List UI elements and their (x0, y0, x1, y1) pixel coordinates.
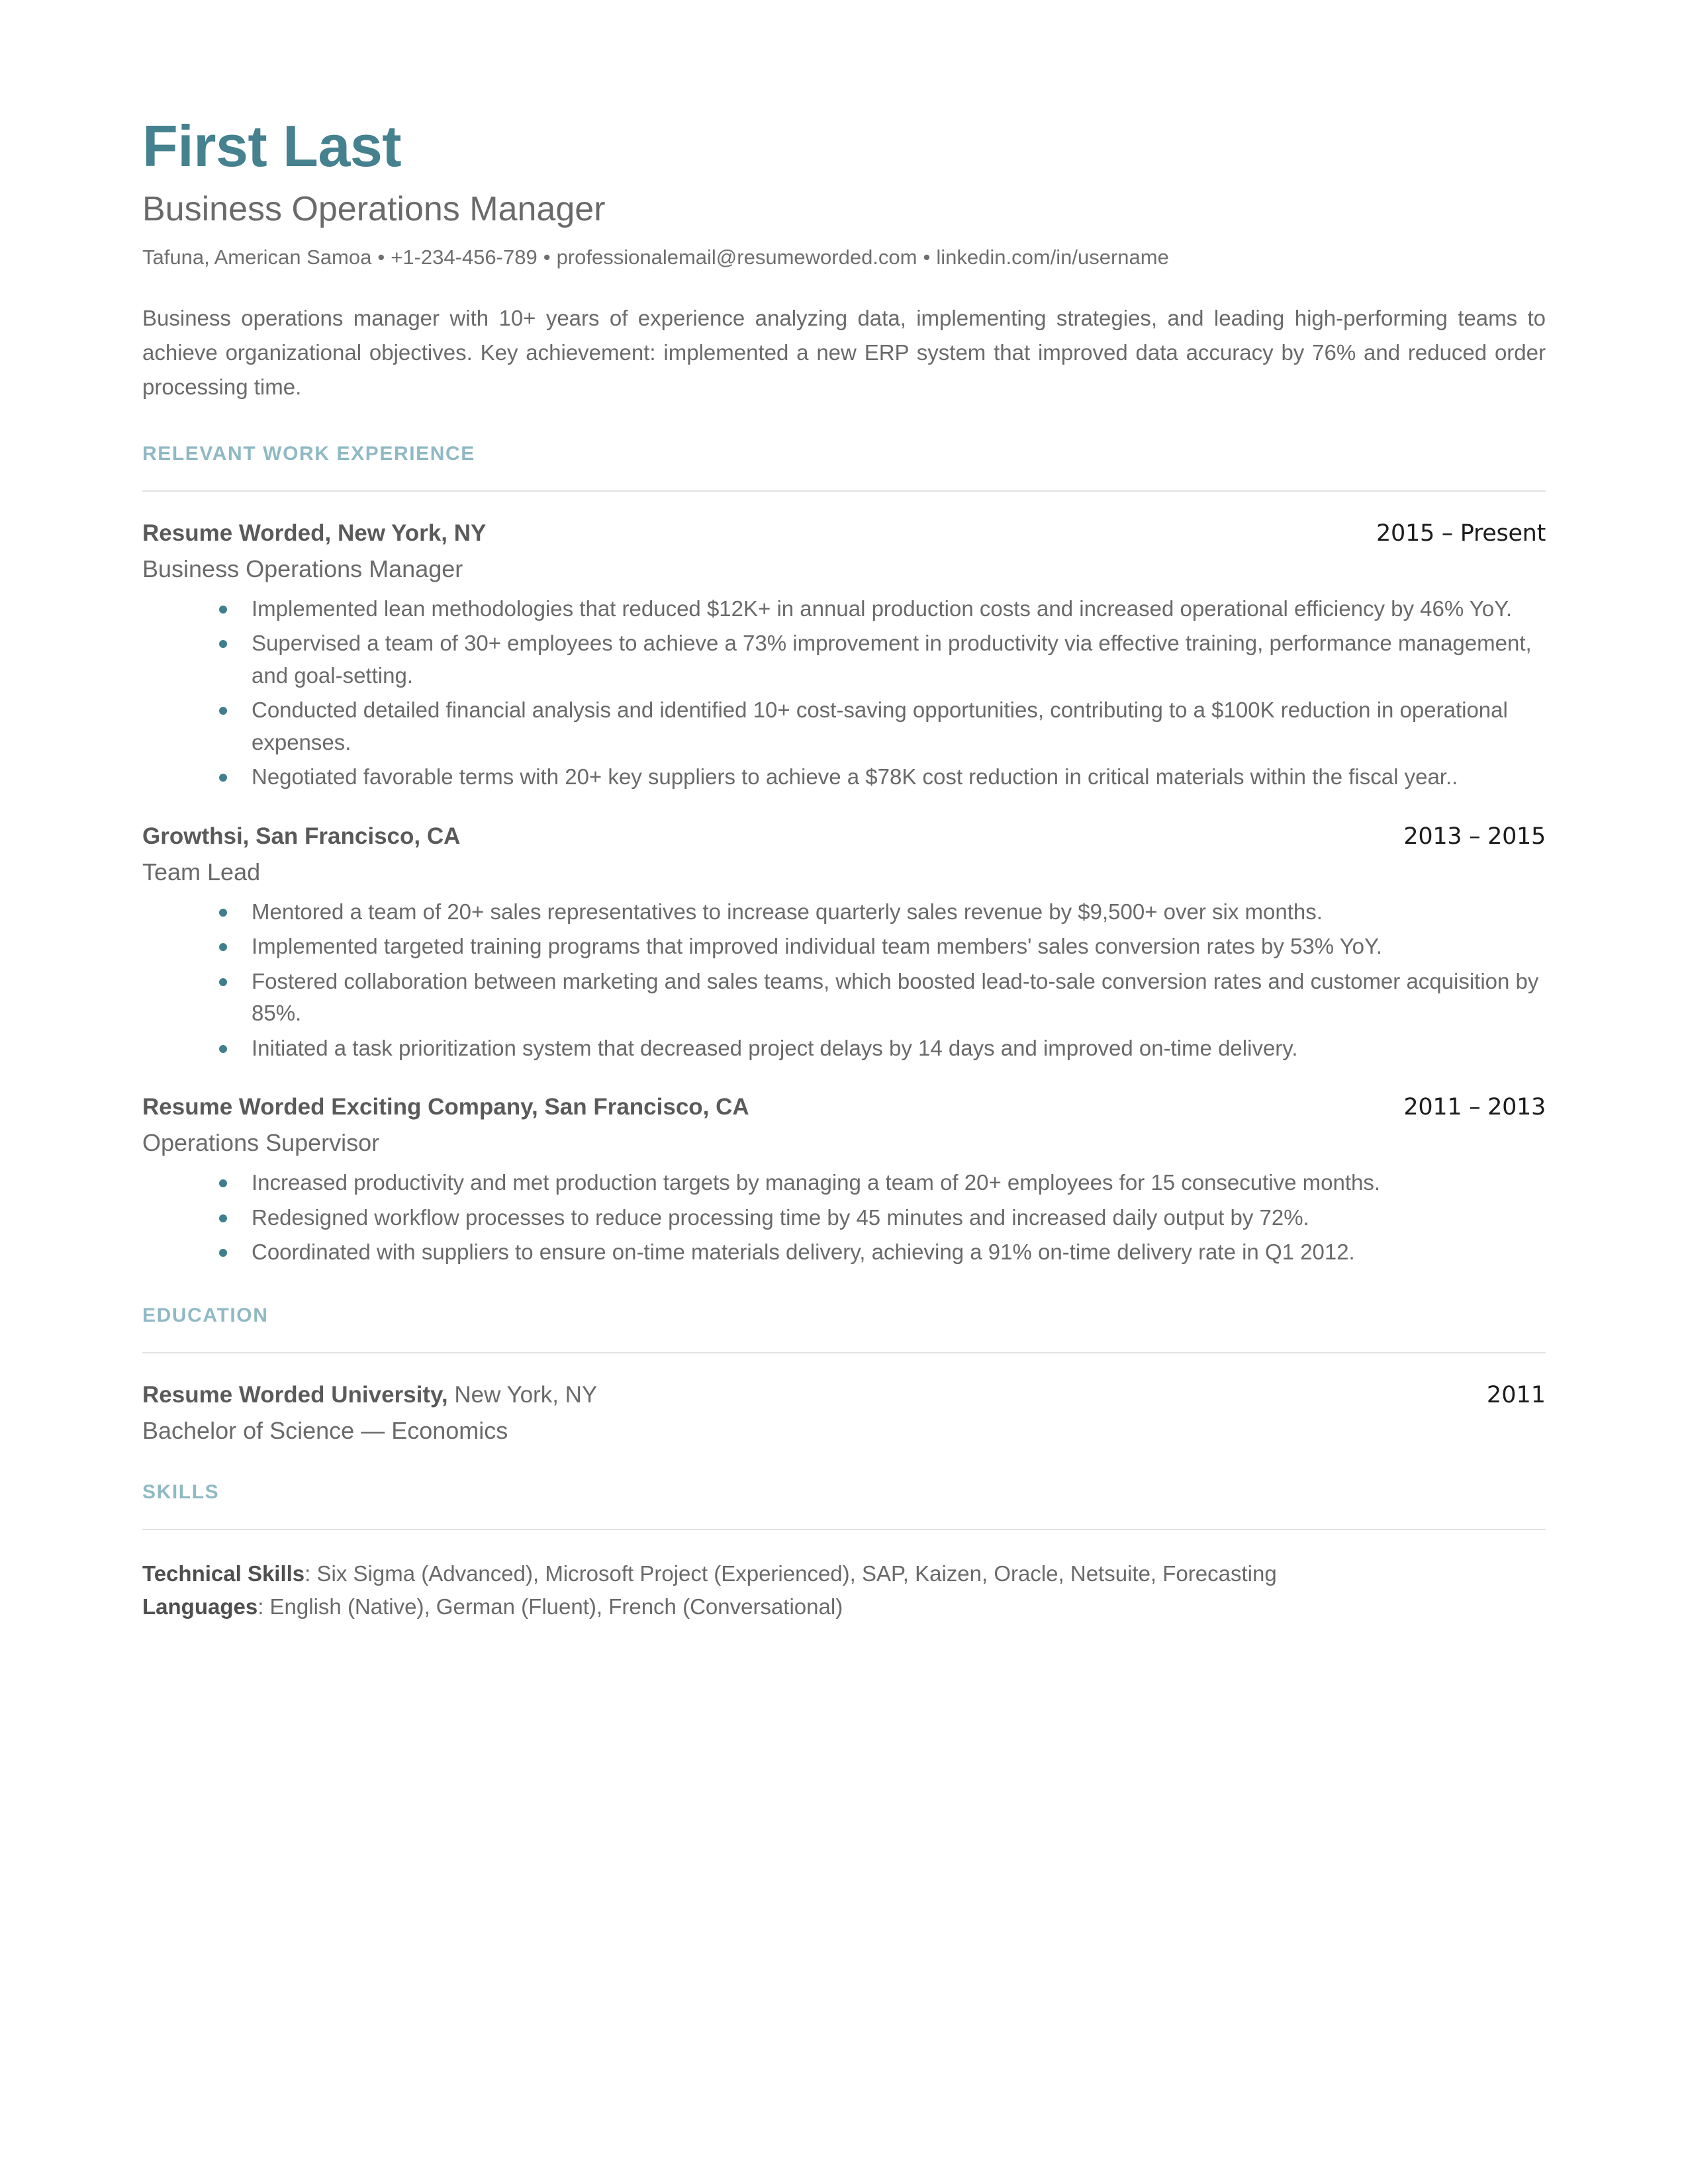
page-title: First Last (142, 113, 402, 179)
section-divider (142, 1529, 1546, 1530)
skills-languages (142, 1591, 1546, 1623)
bullet-dot-icon (219, 1249, 227, 1257)
experience-entry (142, 520, 1546, 794)
achievement-text: Fostered collaboration between marketing and sales teams, which boosted lead-to-sale conversion rates and customer acquisition by 85%. (252, 968, 1539, 1026)
list-item (202, 761, 1546, 794)
experience-entry-header (142, 520, 1546, 547)
contact-phone: +1-234-456-789 (391, 246, 538, 269)
list-item (202, 896, 1546, 929)
skills-technical (142, 1558, 1546, 1590)
section-divider (142, 490, 1546, 492)
achievement-list (142, 896, 1546, 1065)
section-education (142, 1304, 1546, 1445)
resume-header (142, 113, 1546, 404)
achievement-text: Conducted detailed financial analysis and identified 10+ cost-saving opportunities, contributing to a $100K reduction in operational expenses. (252, 698, 1508, 754)
achievement-text: Implemented targeted training programs that improved individual team members' sales conversion rates by 53% YoY. (252, 934, 1382, 959)
job-title: Operations Supervisor (142, 1129, 380, 1157)
bullet-dot-icon (219, 774, 227, 782)
section-heading-experience: RELEVANT WORK EXPERIENCE (142, 442, 475, 465)
contact-linkedin[interactable]: linkedin.com/in/username (936, 246, 1169, 269)
contact-separator-1: • (377, 246, 385, 269)
list-item (202, 1032, 1546, 1065)
list-item (202, 627, 1546, 692)
achievement-text: Implemented lean methodologies that reduced $12K+ in annual production costs and increased operational efficiency by 46% YoY. (252, 596, 1513, 621)
experience-entry-header (142, 823, 1546, 850)
achievement-list (142, 1167, 1546, 1269)
school-location: New York, NY (447, 1381, 598, 1408)
school-name (142, 1381, 597, 1409)
experience-entry-header (142, 1093, 1546, 1121)
employment-dates: 2015 – Present (1376, 520, 1546, 547)
school-name-bold: Resume Worded University, (142, 1381, 448, 1408)
contact-separator-3: • (923, 246, 931, 269)
contact-email[interactable]: professionalemail@resumeworded.com (556, 246, 917, 269)
company-name: Resume Worded Exciting Company, San Francisco, CA (142, 1094, 749, 1120)
professional-summary: Business operations manager with 10+ years of experience analyzing data, implementing strategies, and leading high-performing teams to achieve organizational objectives. Key achievement: implemented a new ERP system that improved data accuracy by 76% and reduced order processing time. (142, 306, 1546, 400)
section-experience (142, 443, 1546, 1269)
contact-line (142, 244, 1546, 271)
bullet-dot-icon (219, 1045, 227, 1053)
achievement-text: Increased productivity and met production targets by managing a team of 20+ employees for 15 consecutive months. (252, 1170, 1381, 1195)
job-title: Team Lead (142, 858, 261, 886)
list-item (202, 1236, 1546, 1269)
skills-languages-value: : English (Native), German (Fluent), French (Conversational) (258, 1594, 843, 1619)
list-item (202, 593, 1546, 625)
achievement-text: Mentored a team of 20+ sales representatives to increase quarterly sales revenue by $9,500+ over six months. (252, 899, 1323, 924)
bullet-dot-icon (219, 1179, 227, 1187)
bullet-dot-icon (219, 707, 227, 715)
skills-technical-label: Technical Skills (142, 1561, 305, 1586)
bullet-dot-icon (219, 606, 227, 614)
company-name: Growthsi, San Francisco, CA (142, 823, 461, 849)
employment-dates: 2011 – 2013 (1403, 1094, 1546, 1121)
section-heading-skills: SKILLS (142, 1480, 220, 1503)
headline: Business Operations Manager (142, 190, 606, 229)
job-title: Business Operations Manager (142, 555, 463, 582)
skills-technical-value: : Six Sigma (Advanced), Microsoft Project (Experienced), SAP, Kaizen, Oracle, Netsuite, Forecasting (305, 1561, 1277, 1586)
section-divider (142, 1352, 1546, 1353)
list-item (202, 1167, 1546, 1199)
achievement-text: Negotiated favorable terms with 20+ key suppliers to achieve a $78K cost reduction in critical materials within the fiscal year.. (252, 764, 1458, 790)
section-heading-education: EDUCATION (142, 1304, 269, 1326)
contact-separator-2: • (543, 246, 551, 269)
contact-location: Tafuna, American Samoa (142, 246, 372, 269)
list-item (202, 966, 1546, 1030)
achievement-list (142, 593, 1546, 794)
education-entry-header (142, 1381, 1546, 1409)
achievement-text: Coordinated with suppliers to ensure on-time materials delivery, achieving a 91% on-time delivery rate in Q1 2012. (252, 1240, 1355, 1265)
bullet-dot-icon (219, 1214, 227, 1222)
skills-languages-label: Languages (142, 1594, 258, 1619)
experience-entry (142, 823, 1546, 1065)
bullet-dot-icon (219, 943, 227, 951)
graduation-year: 2011 (1486, 1381, 1546, 1408)
bullet-dot-icon (219, 909, 227, 917)
experience-entry (142, 1093, 1546, 1269)
list-item (202, 1202, 1546, 1234)
achievement-text: Redesigned workflow processes to reduce processing time by 45 minutes and increased daily output by 72%. (252, 1205, 1309, 1230)
degree-name: Bachelor of Science — Economics (142, 1416, 508, 1444)
bullet-dot-icon (219, 978, 227, 986)
achievement-text: Supervised a team of 30+ employees to achieve a 73% improvement in productivity via effective training, performance management, and goal-setting. (252, 631, 1532, 688)
education-entry (142, 1381, 1546, 1445)
list-item (202, 694, 1546, 758)
bullet-dot-icon (219, 640, 227, 648)
employment-dates: 2013 – 2015 (1403, 823, 1546, 850)
company-name: Resume Worded, New York, NY (142, 520, 487, 546)
achievement-text: Initiated a task prioritization system that decreased project delays by 14 days and improved on-time delivery. (252, 1035, 1298, 1060)
section-skills (142, 1481, 1546, 1623)
list-item (202, 931, 1546, 963)
